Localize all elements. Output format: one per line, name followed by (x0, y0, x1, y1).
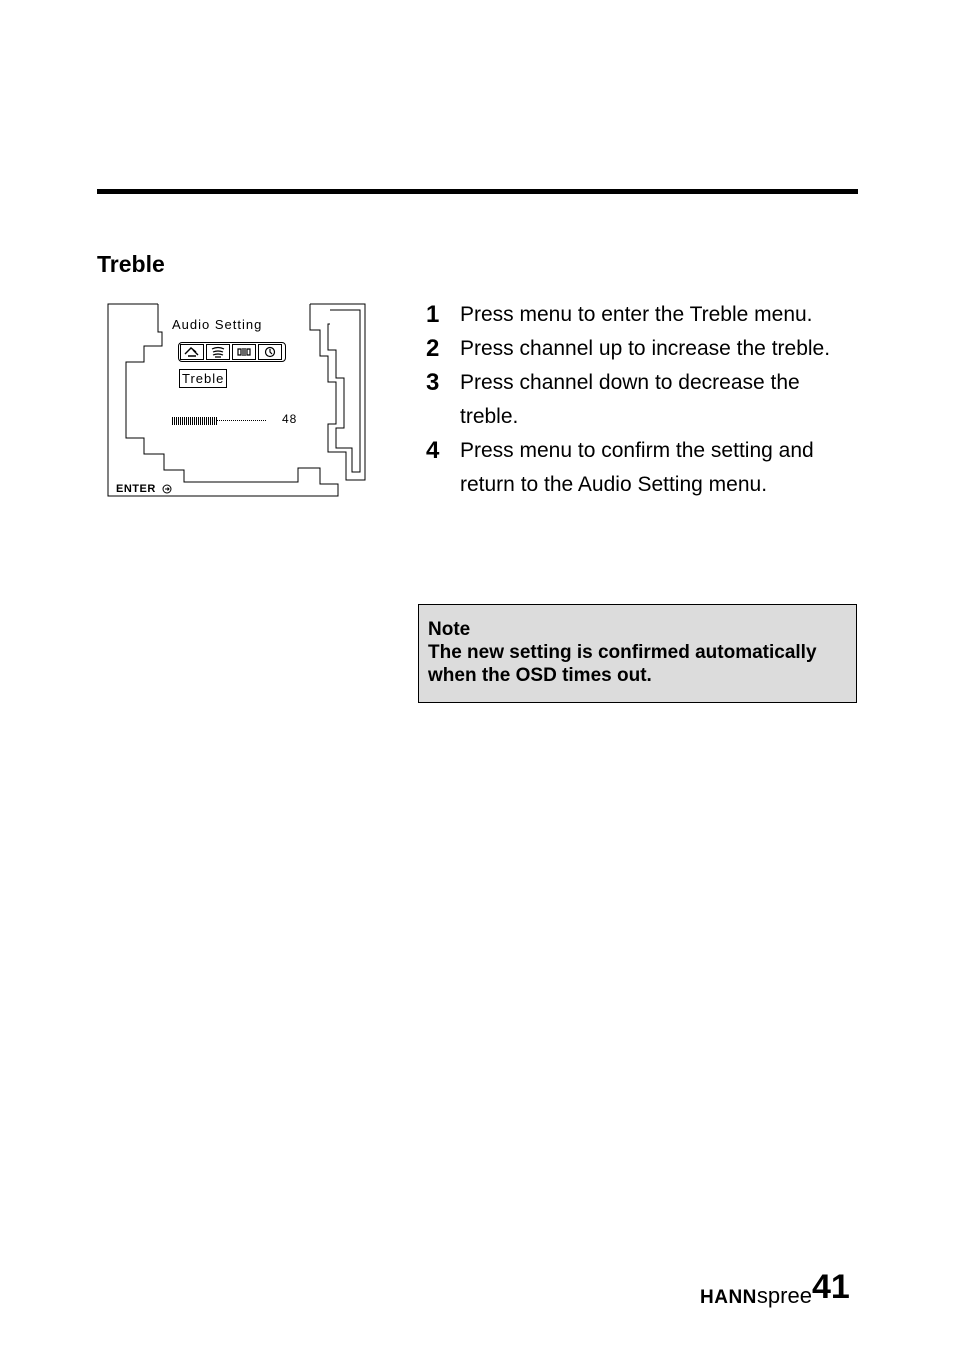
note-box (418, 604, 857, 703)
step-text: Press channel up to increase the treble. (460, 337, 831, 360)
section-title: Treble (97, 251, 165, 277)
step-number: 2 (426, 335, 440, 362)
balance-icon[interactable] (232, 344, 256, 360)
step-text: Press menu to confirm the setting and return to the Audio Setting menu. (460, 439, 814, 496)
note-heading: Note (428, 619, 471, 640)
step-item (426, 298, 866, 332)
treble-level-track (217, 420, 266, 422)
speaker-mute-icon[interactable] (180, 344, 204, 360)
enter-icon (162, 484, 172, 494)
step-number: 4 (426, 437, 440, 464)
step-number: 3 (426, 369, 440, 396)
instruction-steps (426, 298, 866, 502)
step-item (426, 332, 866, 366)
step-item (426, 366, 866, 434)
step-text: Press channel down to decrease the treble. (460, 371, 800, 428)
osd-enter-hint (116, 483, 172, 495)
top-rule (97, 189, 858, 194)
note-body: The new setting is confirmed automatically when the OSD times out. (428, 642, 817, 686)
step-item (426, 434, 866, 502)
sound-mode-icon[interactable] (206, 344, 230, 360)
osd-screen-illustration (106, 302, 368, 500)
enter-label: ENTER (116, 483, 156, 495)
brand-logo-bold: HANN (700, 1287, 757, 1308)
brand-logo-light: spree (756, 1283, 812, 1308)
step-text: Press menu to enter the Treble menu. (460, 303, 813, 326)
treble-level-bar[interactable] (172, 417, 266, 425)
treble-level-value: 48 (282, 412, 298, 426)
osd-selected-item[interactable]: Treble (179, 369, 227, 388)
osd-title: Audio Setting (172, 317, 263, 332)
step-number: 1 (426, 301, 440, 328)
page-number: 41 (812, 1268, 850, 1306)
treble-level-fill (172, 417, 217, 425)
osd-icon-strip (178, 342, 286, 362)
settings-dial-icon[interactable] (258, 344, 282, 360)
brand-logo (700, 1283, 812, 1309)
